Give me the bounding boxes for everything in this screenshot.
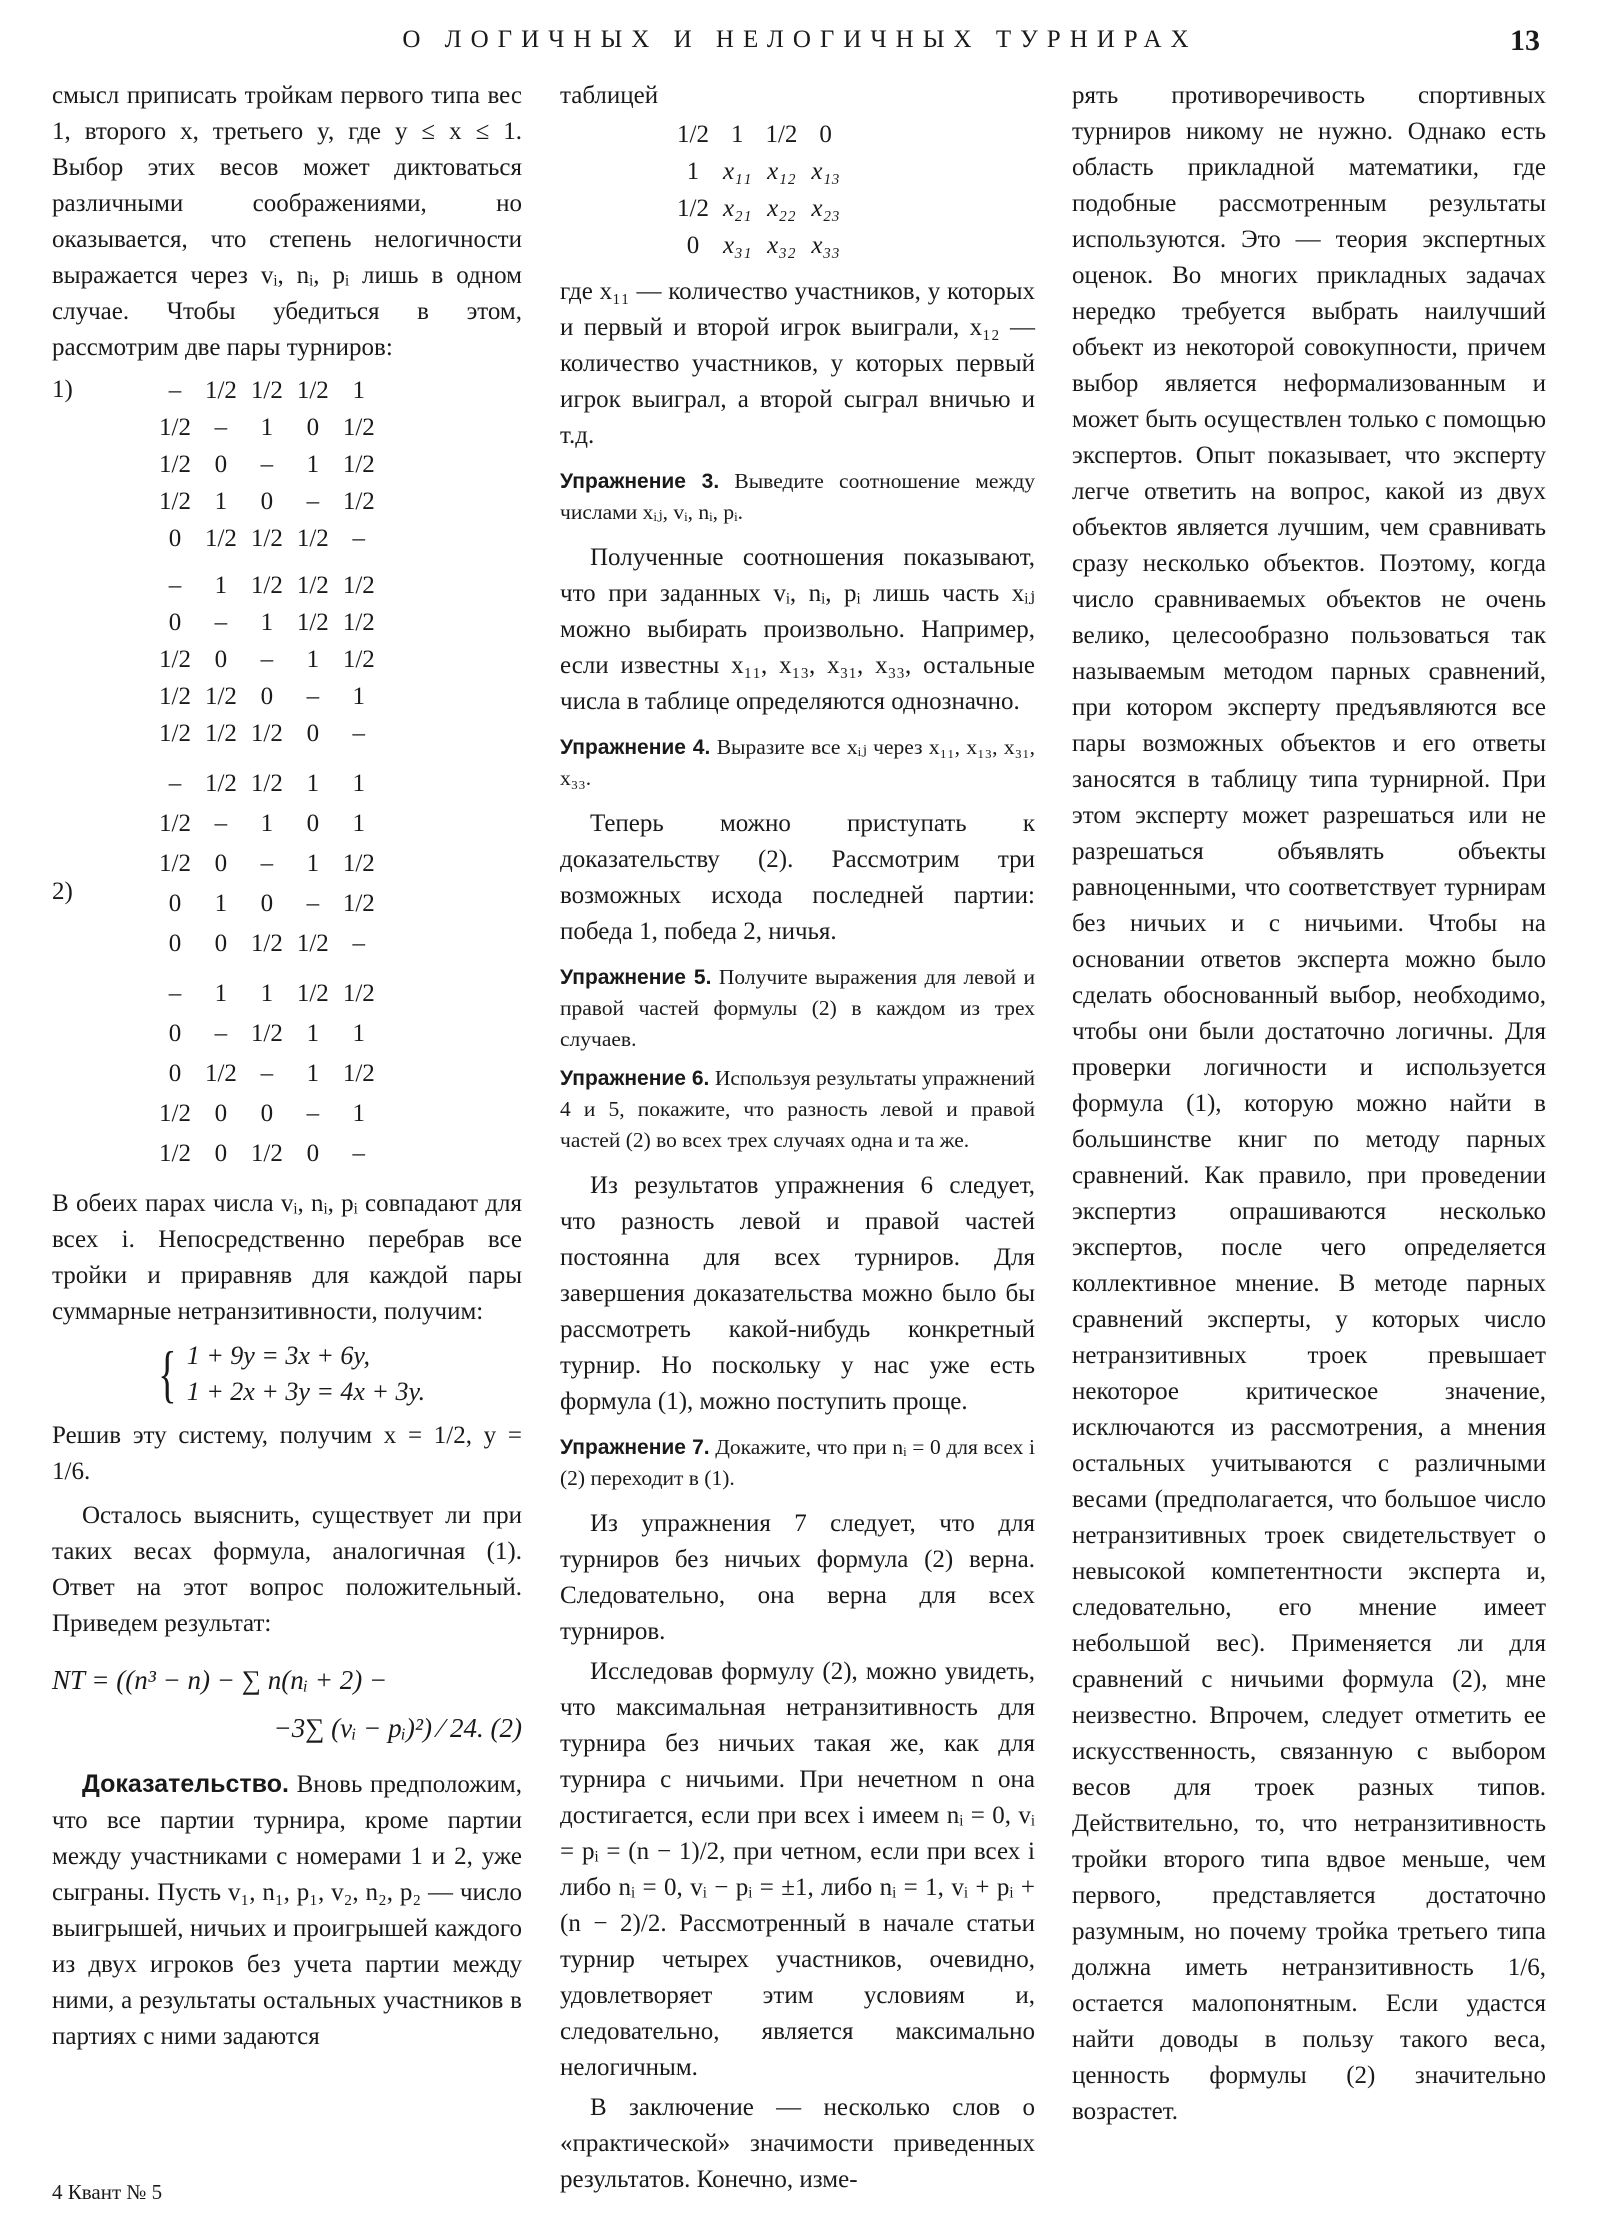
column-1 xyxy=(52,78,522,2055)
matrix-cell: 1 xyxy=(306,1020,320,1047)
matrix-cell: – xyxy=(260,1060,274,1087)
matrix-cell: 0 xyxy=(214,850,228,877)
matrix-cell: – xyxy=(168,572,182,599)
matrix-cell: 1/2 xyxy=(159,646,191,673)
matrix-cell: 0 xyxy=(214,930,228,957)
matrix-cell: – xyxy=(306,890,320,917)
matrix xyxy=(152,974,382,1174)
paragraph: Из упражнения 7 следует, что для турниров без ничьих формула (2) верна. Следовательно, она верна для всех турниров. xyxy=(560,1510,1035,1645)
page-number: 13 xyxy=(1510,24,1540,57)
matrix-cell: x₃₂ xyxy=(767,232,796,259)
matrix-cell: 1 xyxy=(306,451,320,478)
matrix-cell: 1/2 xyxy=(159,451,191,478)
matrix-row xyxy=(670,190,847,227)
matrix-cell: 1/2 xyxy=(296,377,329,404)
matrix-row xyxy=(152,1134,382,1174)
matrix-cell: 0 xyxy=(168,930,182,957)
matrix-cell: 1 xyxy=(352,683,366,710)
matrix-cell: – xyxy=(168,377,182,404)
column-2 xyxy=(560,78,1035,2198)
matrix-row xyxy=(670,116,847,153)
matrix-cell: 0 xyxy=(168,609,182,636)
matrix-cell: – xyxy=(352,930,366,957)
matrix-cell: 1 xyxy=(214,572,228,599)
matrix-cell: 0 xyxy=(260,890,274,917)
matrix-cell: 1 xyxy=(306,770,320,797)
matrix-row xyxy=(152,804,382,844)
matrix-cell: 1/2 xyxy=(204,720,237,747)
matrix-row xyxy=(152,567,382,604)
matrix-cell: 1/2 xyxy=(765,121,798,148)
exercise-label: Упражнение 6. xyxy=(560,1067,710,1090)
matrix-cell: 1 xyxy=(214,980,228,1007)
matrix-cell: 0 xyxy=(214,1140,228,1167)
matrix-cell: 1 xyxy=(352,1100,366,1127)
matrix-cell: 1/2 xyxy=(250,572,283,599)
matrix-cell: 1 xyxy=(214,488,228,515)
pair-label: 1) xyxy=(52,376,73,403)
matrix-cell: 1/2 xyxy=(342,488,375,515)
matrix-cell: 1/2 xyxy=(159,1140,191,1167)
tournament-pair-1 xyxy=(52,372,522,752)
matrix-cell: 1/2 xyxy=(342,646,375,673)
matrix-cell: – xyxy=(214,414,228,441)
exercise-6 xyxy=(560,1063,1035,1156)
matrix-cell: – xyxy=(214,609,228,636)
exercise-5 xyxy=(560,962,1035,1055)
matrix-cell: 1/2 xyxy=(296,572,329,599)
results-table xyxy=(670,116,847,264)
exercise-label: Упражнение 4. xyxy=(560,736,711,759)
paragraph: В заключение — несколько слов о «практической» значимости приведенных результатов. Конечно, изме- xyxy=(560,2094,1035,2193)
matrix-row xyxy=(152,1014,382,1054)
matrix-cell: 1/2 xyxy=(250,525,283,552)
matrix-row xyxy=(152,678,382,715)
paragraph: Решив эту систему, получим x = 1/2, y = 1/6. xyxy=(52,1422,522,1485)
matrix-cell: 1/2 xyxy=(204,377,237,404)
running-header xyxy=(0,26,1600,66)
matrix-cell: – xyxy=(260,850,274,877)
matrix-cell: 1/2 xyxy=(250,1020,283,1047)
matrix-cell: 1 xyxy=(352,377,366,404)
matrix-cell: 1/2 xyxy=(342,980,375,1007)
matrix-cell: x₂₁ xyxy=(722,195,752,222)
matrix-cell: 0 xyxy=(306,414,320,441)
matrix-row xyxy=(152,884,382,924)
matrix-cell: 0 xyxy=(214,451,228,478)
matrix-cell: 1/2 xyxy=(296,525,329,552)
matrix-cell: x₁₂ xyxy=(767,158,796,185)
proof-label: Доказательство. xyxy=(82,1770,289,1798)
matrix-cell: 0 xyxy=(260,683,274,710)
matrix-row xyxy=(152,1054,382,1094)
matrix-row xyxy=(670,153,847,190)
matrix-cell: – xyxy=(260,451,274,478)
matrix-cell: – xyxy=(214,1020,228,1047)
proof-text: Вновь предположим, что все партии турнира, кроме партии между участниками с номерами 1 и 2, уже сыграны. Пусть v₁, n₁, p₁, v₂, n₂, p₂ — число выигрышей, ничьих и проигрышей каждого из двух игроков без учета партии между ними, а результаты остальных участников в партиях с ними задаются xyxy=(52,1771,522,2050)
matrix-cell: 1 xyxy=(306,646,320,673)
matrix-cell: 1/2 xyxy=(204,525,237,552)
matrix-cell: 1/2 xyxy=(250,377,283,404)
matrix-cell: 1 xyxy=(214,890,228,917)
matrix-row xyxy=(152,844,382,884)
matrix-cell: 1/2 xyxy=(159,488,191,515)
matrix-cell: 1/2 xyxy=(159,683,191,710)
matrix-cell: 1/2 xyxy=(677,121,709,148)
formula-2 xyxy=(52,1656,522,1752)
brace: { xyxy=(158,1338,177,1409)
matrix-cell: 1 xyxy=(306,1060,320,1087)
matrix-cell: 0 xyxy=(819,121,832,148)
exercise-text: Используя результаты упражнений 4 и 5, покажите, что разность левой и правой частей (2) во всех трех случаях одна и та же. xyxy=(560,1066,1035,1152)
matrix-cell: 1/2 xyxy=(250,1140,283,1167)
matrix-row xyxy=(152,764,382,804)
paragraph: Полученные соотношения показывают, что при заданных vᵢ, nᵢ, pᵢ лишь часть xᵢⱼ можно выбирать произвольно. Например, если известны x₁₁, x₁₃, x₃₁, x₃₃, остальные числа в таблице определяются однозначно. xyxy=(560,544,1035,715)
matrix-cell: 0 xyxy=(306,1140,320,1167)
matrix-cell: 1 xyxy=(352,1020,366,1047)
matrix-cell: 1/2 xyxy=(296,930,329,957)
matrix-cell: 0 xyxy=(214,1100,228,1127)
matrix-row xyxy=(152,641,382,678)
exercise-label: Упражнение 7. xyxy=(560,1436,710,1459)
matrix-cell: x₁₃ xyxy=(811,158,840,185)
matrix-cell: 1/2 xyxy=(204,683,237,710)
matrix-cell: 0 xyxy=(686,232,700,259)
matrix-cell: 0 xyxy=(168,1020,182,1047)
exercise-3 xyxy=(560,466,1035,528)
matrix-cell: 1 xyxy=(306,850,320,877)
matrix-cell: – xyxy=(352,1140,366,1167)
matrix-row xyxy=(152,1094,382,1134)
matrix xyxy=(152,764,382,964)
matrix-cell: 0 xyxy=(168,525,182,552)
exercise-label: Упражнение 3. xyxy=(560,470,720,493)
matrix-row xyxy=(152,715,382,752)
matrix-cell: 0 xyxy=(168,890,182,917)
matrix-cell: x₂₂ xyxy=(767,195,796,222)
matrix-cell: – xyxy=(260,646,274,673)
matrix-cell: 1 xyxy=(260,414,274,441)
matrix-cell: – xyxy=(168,980,182,1007)
matrix-cell: 0 xyxy=(260,1100,274,1127)
matrix-cell: 0 xyxy=(260,488,274,515)
footer: 4 Квант № 5 xyxy=(52,2180,163,2204)
matrix-cell: 1/2 xyxy=(250,930,283,957)
running-title: О ЛОГИЧНЫХ И НЕЛОГИЧНЫХ ТУРНИРАХ xyxy=(402,26,1198,53)
tournament-pair-2 xyxy=(52,764,522,1174)
paragraph: Теперь можно приступать к доказательству (2). Рассмотрим три возможных исхода последней партии: победа 1, победа 2, ничья. xyxy=(560,810,1035,945)
matrix-cell: 1/2 xyxy=(342,850,375,877)
matrix-cell: 1/2 xyxy=(159,850,191,877)
matrix-cell: 0 xyxy=(306,720,320,747)
column-3 xyxy=(1072,78,1546,2130)
matrix-cell: 1/2 xyxy=(677,195,709,222)
matrix-cell: 1 xyxy=(260,980,274,1007)
exercise-text: Получите выражения для левой и правой частей формулы (2) в каждом из трех случаев. xyxy=(560,965,1035,1051)
pair-label: 2) xyxy=(52,878,73,905)
matrix-cell: 0 xyxy=(168,1060,182,1087)
matrix-cell: 1/2 xyxy=(159,720,191,747)
paragraph: таблицей xyxy=(560,82,659,109)
exercise-7 xyxy=(560,1432,1035,1494)
matrix-cell: 1/2 xyxy=(159,1100,191,1127)
matrix-cell: 0 xyxy=(214,646,228,673)
paragraph: Исследовав формулу (2), можно увидеть, что максимальная нетранзитивность для турнира без ничьих такая же, как для турнира с ничьими. При нечетном n она достигается, если при всех i имеем nᵢ = 0, vᵢ = pᵢ = (n − 1)/2, при четном, если при всех i либо nᵢ = 0, vᵢ − pᵢ = ±1, либо nᵢ = 1, vᵢ + pᵢ + (n − 2)/2. Рассмотренный в начале статьи турнир четырех участников, очевидно, удовлетворяет этим условиям и, следовательно, является максимально нелогичным. xyxy=(560,1658,1035,2081)
matrix-cell: 1/2 xyxy=(342,609,375,636)
matrix-cell: – xyxy=(306,488,320,515)
equation: 1 + 2x + 3y = 4x + 3y. xyxy=(186,1377,426,1406)
matrix-cell: 1/2 xyxy=(250,770,283,797)
matrix xyxy=(152,567,382,752)
paragraph: Осталось выяснить, существует ли при таких весах формула, аналогичная (1). Ответ на этот вопрос положительный. Приведем результат: xyxy=(52,1502,522,1637)
matrix-cell: – xyxy=(306,683,320,710)
matrix-cell: 1 xyxy=(352,770,366,797)
matrix-cell: 1/2 xyxy=(296,980,329,1007)
matrix-cell: 1/2 xyxy=(159,414,191,441)
matrix-cell: 0 xyxy=(306,810,320,837)
matrix-row xyxy=(152,409,382,446)
matrix-cell: – xyxy=(214,810,228,837)
matrix-cell: 1 xyxy=(730,121,744,148)
paragraph: В обеих парах числа vᵢ, nᵢ, pᵢ совпадают для всех i. Непосредственно перебрав все тройки и приравняв для каждой пары суммарные нетранзитивности, получим: xyxy=(52,1190,522,1325)
matrix-cell: 1 xyxy=(686,158,700,185)
matrix-row xyxy=(152,520,382,557)
matrix-cell: x₃₁ xyxy=(722,232,752,259)
matrix-cell: 1/2 xyxy=(296,609,329,636)
matrix-row xyxy=(152,604,382,641)
matrix-cell: 1/2 xyxy=(204,1060,237,1087)
matrix-cell: 1/2 xyxy=(342,451,375,478)
matrix-cell: 1 xyxy=(260,609,274,636)
matrix-cell: 1/2 xyxy=(342,414,375,441)
matrix-row xyxy=(152,483,382,520)
matrix xyxy=(152,372,382,557)
matrix-cell: 1 xyxy=(352,810,366,837)
matrix-cell: 1/2 xyxy=(204,770,237,797)
matrix-cell: x₁₁ xyxy=(722,158,752,185)
matrix-cell: 1/2 xyxy=(342,890,375,917)
paragraph: рять противоречивость спортивных турниров никому не нужно. Однако есть область прикладной математики, где подобные рассмотренным результаты используются. Это — теория экспертных оценок. Во многих прикладных задачах нередко требуется выбрать наилучший объект из некоторой совокупности, причем выбор является неформализованным и может быть осуществлен только с помощью экспертов. Опыт показывает, что эксперту легче ответить на вопрос, какой из двух объектов является лучшим, чем сравнивать сразу несколько объектов. Поэтому, когда число сравниваемых объектов не очень велико, целесообразно пользоваться так называемым методом парных сравнений, при котором эксперту предъявляются все пары возможных объектов и его ответы заносятся в таблицу типа турнирной. При этом эксперту может разрешаться или не разрешаться объявлять объекты равноценными, что соответствует турнирам без ничьих и с ничьими. Чтобы на основании ответов эксперта можно было сделать обоснованный выбор, необходимо, чтобы они были достаточно логичны. Для проверки логичности и используется формула (1), которую можно найти в большинстве книг по методу парных сравнений. Как правило, при проведении экспертиз опрашиваются несколько экспертов, после чего определяется коллективное мнение. В методе парных сравнений эксперты, у которых число нетранзитивных троек превышает некоторое критическое значение, исключаются из рассмотрения, а мнения остальных учитываются с различными весами (предполагается, что большое число нетранзитивных троек свидетельствует о невысокой компетентности эксперта и, следовательно, его мнение имеет небольшой вес). Применяется ли для сравнений с ничьими формула (2), мне неизвестно. Впрочем, следует отметить ее искусственность, связанную с выбором весов для троек разных типов. Действительно, то, что нетранзитивность тройки второго типа вдвое меньше, чем первого, представляется достаточно разумным, но почему тройка третьего типа должна иметь нетранзитивность 1/6, остается малопонятным. Если удастся найти доводы в пользу такого веса, ценность формулы (2) значительно возрастет. xyxy=(1072,82,1546,2125)
matrix-row xyxy=(152,924,382,964)
paragraph: Из результатов упражнения 6 следует, что разность левой и правой частей постоянна для всех турниров. Для завершения доказательства можно было бы рассмотреть какой-нибудь конкретный турнир. Но поскольку у нас уже есть формула (1), можно поступить проще. xyxy=(560,1172,1035,1415)
matrix-cell: 1/2 xyxy=(342,1060,375,1087)
matrix-row xyxy=(670,227,847,264)
matrix-cell: 1/2 xyxy=(342,572,375,599)
matrix-cell: – xyxy=(168,770,182,797)
matrix-row xyxy=(152,372,382,409)
equation: 1 + 9y = 3x + 6y, xyxy=(186,1341,371,1370)
formula-line: −3∑ (vᵢ − pᵢ)²) ⁄ 24. (2) xyxy=(273,1713,522,1743)
matrix-cell: 1 xyxy=(260,810,274,837)
paragraph: смысл приписать тройкам первого типа вес 1, второго x, третьего y, где y ≤ x ≤ 1. Выбор этих весов может диктоваться различными соображениями, но оказывается, что степень нелогичности выражается через vᵢ, nᵢ, pᵢ лишь в одном случае. Чтобы убедиться в этом, рассмотрим две пары турниров: xyxy=(52,82,522,361)
formula-line: NT = ((n³ − n) − ∑ n(nᵢ + 2) − xyxy=(52,1665,388,1695)
paragraph xyxy=(52,1766,522,2055)
exercise-text: Выразите все xᵢⱼ через x₁₁, x₁₃, x₃₁, x₃₃. xyxy=(560,735,1035,790)
matrix-cell: x₂₃ xyxy=(811,195,840,222)
exercise-text: Выведите соотношение между числами xᵢⱼ, vᵢ, nᵢ, pᵢ. xyxy=(560,469,1036,524)
equation-system xyxy=(152,1338,522,1410)
exercise-label: Упражнение 5. xyxy=(560,966,712,989)
matrix-cell: 1/2 xyxy=(159,810,191,837)
matrix-row xyxy=(152,974,382,1014)
matrix-cell: – xyxy=(352,525,366,552)
exercise-text: Докажите, что при nᵢ = 0 для всех i (2) переходит в (1). xyxy=(560,1435,1036,1490)
matrix-row xyxy=(152,446,382,483)
exercise-4 xyxy=(560,732,1035,794)
matrix-cell: 1/2 xyxy=(250,720,283,747)
matrix-cell: x₃₃ xyxy=(811,232,840,259)
matrix-cell: – xyxy=(306,1100,320,1127)
paragraph: где x₁₁ — количество участников, у которых и первый и второй игрок выиграли, x₁₂ — количество участников, у которых первый игрок выиграл, а второй сыграл вничью и т.д. xyxy=(560,278,1035,449)
matrix-cell: – xyxy=(352,720,366,747)
